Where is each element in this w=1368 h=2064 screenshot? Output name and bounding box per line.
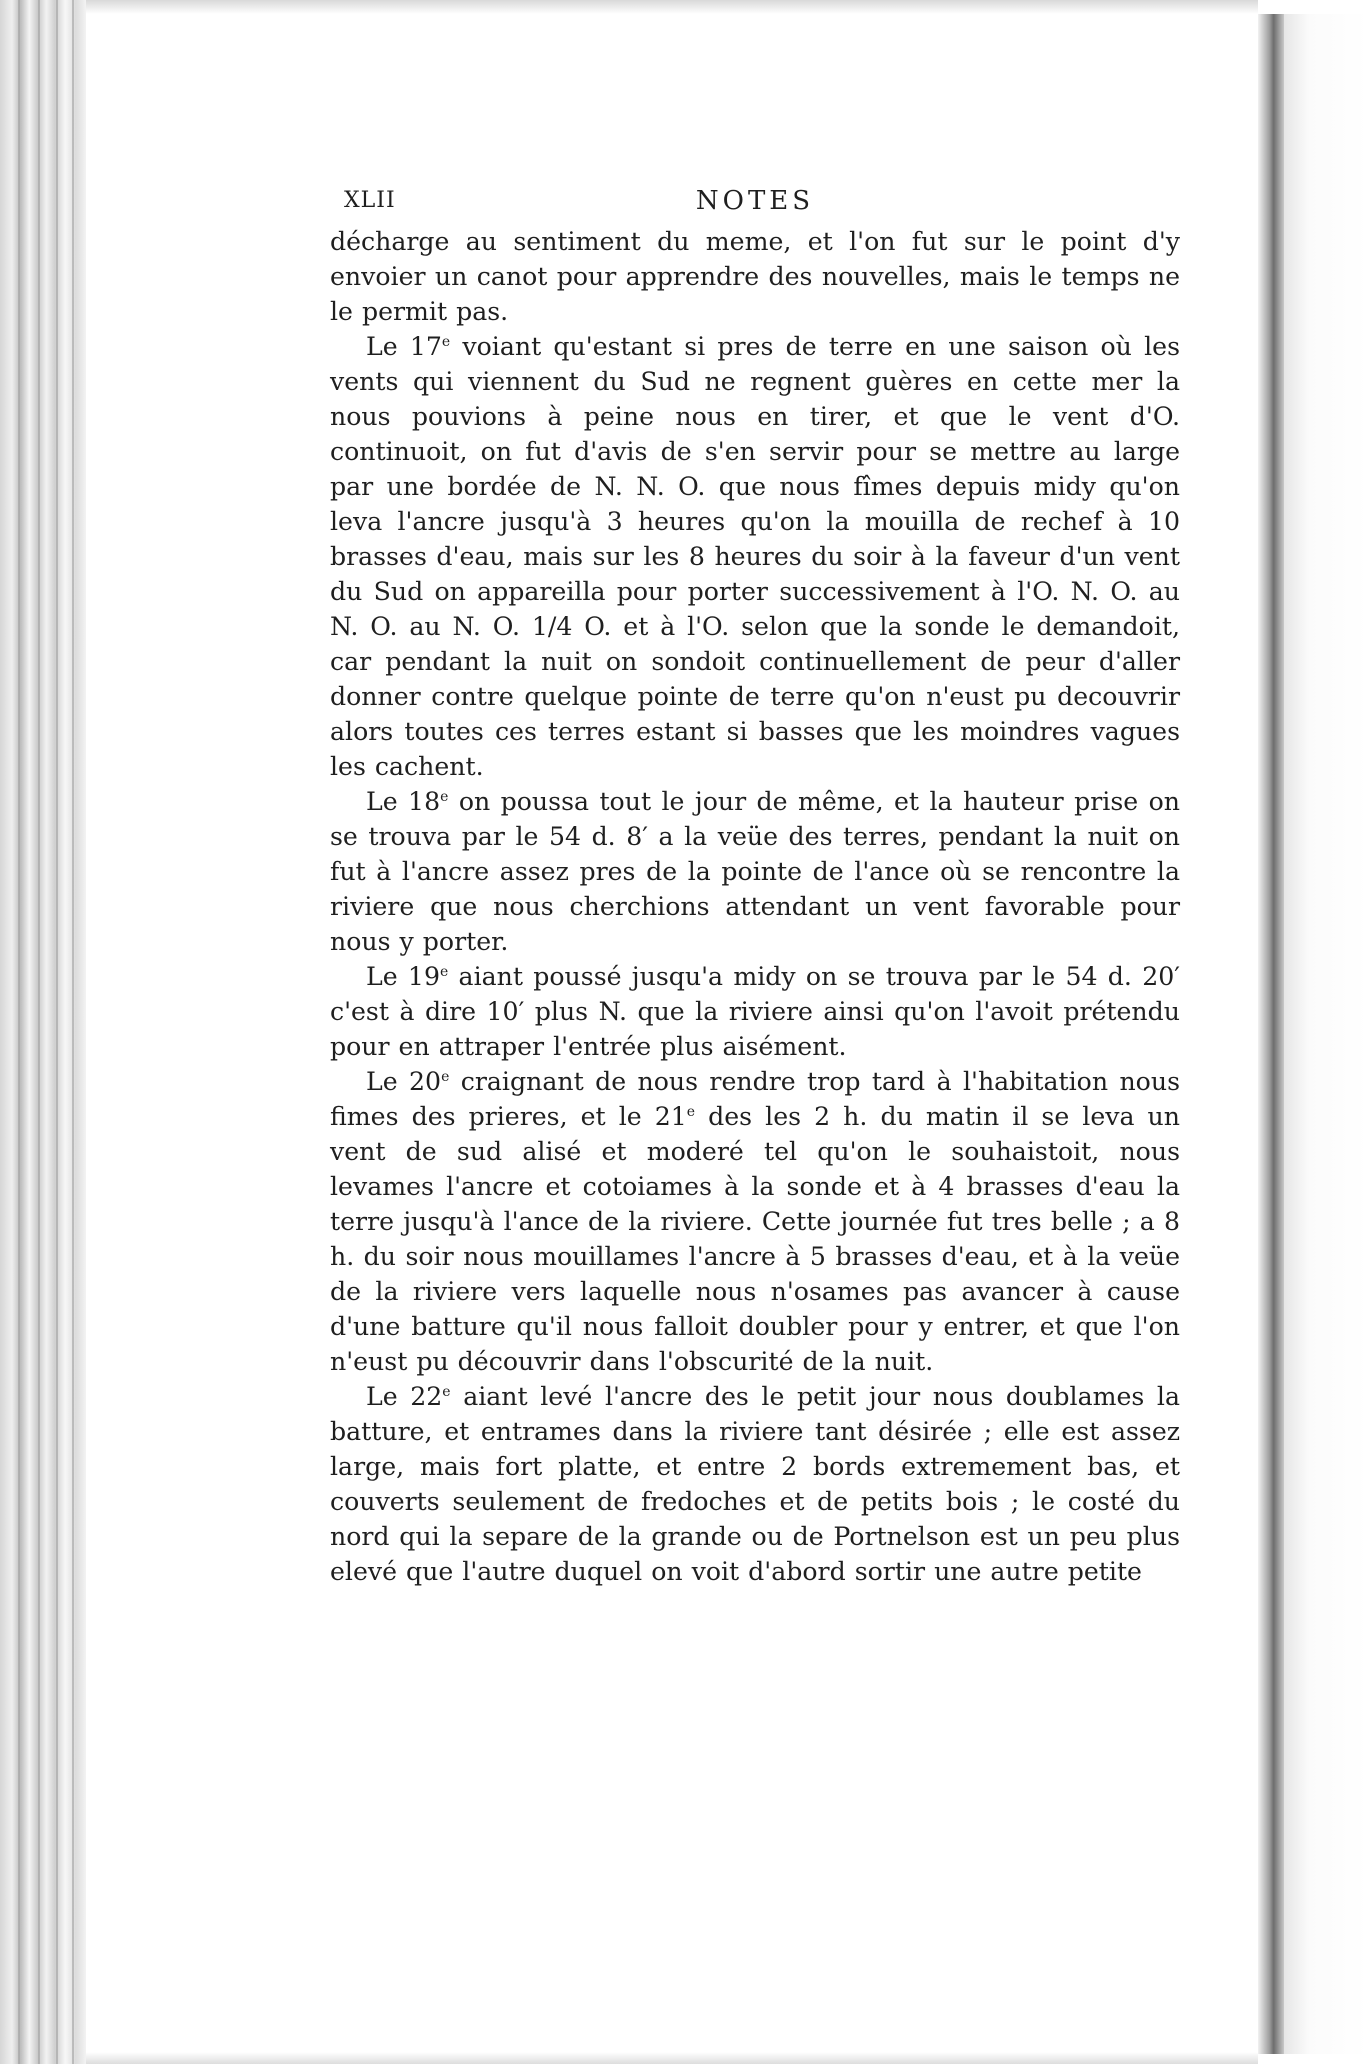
page-edge-line [38,0,40,2064]
paragraph [330,329,1180,784]
text-run: aiant levé l'ancre des le petit jour nous doublames la batture, et entrames dans la riviere tant désirée ; elle est assez large, mais fort platte, et entre 2 bords extremement bas, et couverts seulement de fredoches et de petits bois ; le costé du nord qui la separe de la grande ou de Portnelson est un peu plus elevé que l'autre duquel on voit d'abord sortir une autre petite [330,1382,1180,1586]
paragraph [330,959,1180,1064]
text-run: craignant de nous rendre trop tard à l'habitation nous fimes des prieres, et le 21 [330,1067,1180,1131]
superscript: e [686,1104,696,1120]
opposite-page-edge [1258,0,1368,2064]
page-edge-line [72,0,74,2064]
superscript: e [439,964,449,980]
body-text [330,224,1180,1589]
text-run: Le 17 [366,332,442,361]
paragraph [330,1064,1180,1379]
book-binding-gutter [0,0,86,2064]
text-run: aiant poussé jusqu'a midy on se trouva par le 54 d. 20′ c'est à dire 10′ plus N. que la riviere ainsi qu'on l'avoit prétendu pour en attraper l'entrée plus aisément. [330,962,1180,1061]
paragraph [330,784,1180,959]
text-run: Le 22 [366,1382,443,1411]
text-run: on poussa tout le jour de même, et la hauteur prise on se trouva par le 54 d. 8′ a la veüe des terres, pendant la nuit on fut à l'ancre assez pres de la pointe de l'ance où se rencontre la riviere que nous cherchions attendant un vent favorable pour nous y porter. [330,787,1180,956]
text-run: Le 20 [366,1067,442,1096]
paragraph [330,1379,1180,1589]
text-block [330,176,1180,1589]
fold-shadow [1258,14,1284,2054]
paragraph [330,224,1180,329]
text-run: décharge au sentiment du meme, et l'on fut sur le point d'y envoier un canot pour apprendre des nouvelles, mais le temps ne le permit pas. [330,227,1180,326]
superscript: e [442,1384,451,1400]
text-run: Le 18 [366,787,441,816]
page-edge-line [18,0,20,2064]
text-run: Le 19 [366,962,440,991]
superscript: e [440,789,449,805]
facing-page-sliver [1284,14,1368,2054]
page-number: XLII [344,188,396,213]
text-run: des les 2 h. du matin il se leva un vent de sud alisé et moderé tel qu'on le souhaistoit, nous levames l'ancre et cotoiames à la sonde et à 4 brasses d'eau la terre jusqu'à l'ance de la riviere. Cette journée fut tres belle ; a 8 h. du soir nous mouillames l'ancre à 5 brasses d'eau, et à la veüe de la riviere vers laquelle nous n'osames pas avancer à cause d'une batture qu'il nous falloit doubler pour y entrer, et que l'on n'eust pu découvrir dans l'obscurité de la nuit. [330,1102,1180,1376]
superscript: e [441,334,451,350]
top-page-edge [86,0,1258,14]
running-head [330,176,1180,224]
running-title: NOTES [695,186,815,216]
superscript: e [441,1069,450,1085]
page-edge-line [56,0,58,2064]
text-run: voiant qu'estant si pres de terre en une saison où les vents qui viennent du Sud ne regnent guères en cette mer la nous pouvions à peine nous en tirer, et que le vent d'O. continuoit, on fut d'avis de s'en servir pour se mettre au large par une bordée de N. N. O. que nous fîmes depuis midy qu'on leva l'ancre jusqu'à 3 heures qu'on la mouilla de rechef à 10 brasses d'eau, mais sur les 8 heures du soir à la faveur d'un vent du Sud on appareilla pour porter successivement à l'O. N. O. au N. O. au N. O. 1/4 O. et à l'O. selon que la sonde le demandoit, car pendant la nuit on sondoit continuellement de peur d'aller donner contre quelque pointe de terre qu'on n'eust pu decouvrir alors toutes ces terres estant si basses que les moindres vagues les cachent. [330,332,1180,781]
bottom-page-edge [86,2052,1258,2064]
